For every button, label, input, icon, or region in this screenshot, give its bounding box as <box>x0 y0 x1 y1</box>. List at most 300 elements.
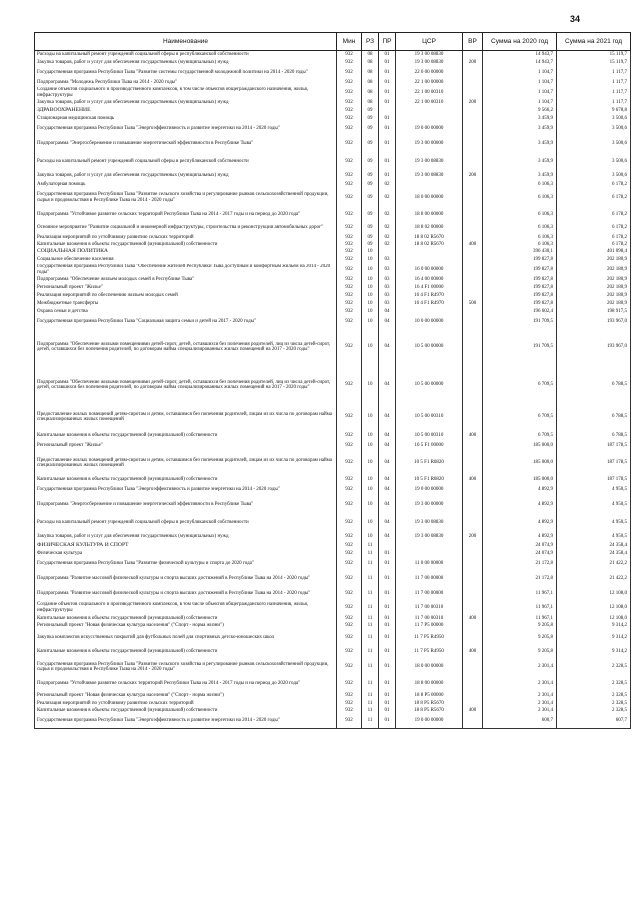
table-row <box>35 107 631 115</box>
row-sum-2020: 199 827,8 <box>483 284 557 292</box>
table-row <box>35 558 631 570</box>
row-name: Закупка товаров, работ и услуг для обеспечения государственных (муниципальных) нужд <box>35 171 337 181</box>
row-csr: 10 5 00 00310 <box>396 430 463 442</box>
row-name: Стационарная медицинская помощь <box>35 115 337 123</box>
row-vr <box>463 558 483 570</box>
row-vr <box>463 51 483 59</box>
row-name: Капитальные вложения в объекты государственной (муниципальной) собственности <box>35 707 337 714</box>
row-name: Региональный проект "Новая физическая культура населения" ("Спорт - норма жизни") <box>35 692 337 700</box>
row-name: ЗДРАВООХРАНЕНИЕ <box>35 107 337 115</box>
row-name: Подпрограмма "Энергосбережение и повышение энергетической эффективности в Республике Тыва" <box>35 135 337 153</box>
row-name: Подпрограмма "Обеспечение жилыми помещениями детей-сирот, детей, оставшихся без попечения родителей, лиц из числа детей-сирот, детей, оставшихся без попечения родителей, по договорам найма специализированных жилых помещений на 2017 - 2020 годы" <box>35 366 337 404</box>
row-rz: 10 <box>362 484 379 496</box>
row-pr: 01 <box>379 676 396 692</box>
row-csr: 10 5 00 00000 <box>396 328 463 366</box>
row-sum-2021: 12 108,0 <box>557 588 631 600</box>
row-sum-2020: 4 892,9 <box>483 496 557 514</box>
row-rz: 11 <box>362 646 379 658</box>
row-name: Создание объектов социального и производственного комплексов, в том числе объектов общегражданского назначения, жилья, инфраструктуры <box>35 87 337 99</box>
row-rz: 08 <box>362 59 379 67</box>
row-name: Государственная программа Республики Тыва "Энергоэффективность и развитие энергетики на 2014 - 2020 годы" <box>35 714 337 728</box>
row-sum-2020: 9 566,2 <box>483 107 557 115</box>
row-pr: 01 <box>379 79 396 87</box>
table-row <box>35 51 631 59</box>
table-row <box>35 67 631 79</box>
row-vr <box>463 292 483 300</box>
row-rz: 09 <box>362 207 379 222</box>
table-row <box>35 430 631 442</box>
row-vr <box>463 550 483 558</box>
row-pr: 01 <box>379 630 396 646</box>
table-row <box>35 153 631 171</box>
row-csr: 16 4 F1 00000 <box>396 284 463 292</box>
row-name: Закупка комплектов искусственных покрытий для футбольных полей для спортивных детско-юношеских школ <box>35 630 337 646</box>
row-sum-2020: 4 892,9 <box>483 514 557 532</box>
row-min: 932 <box>337 123 362 135</box>
budget-table <box>34 32 631 729</box>
row-name: Подпрограмма "Устойчивое развитие сельских территорий Республики Тыва на 2014 - 2017 годы и на период до 2020 года" <box>35 676 337 692</box>
row-rz: 09 <box>362 115 379 123</box>
row-min: 932 <box>337 222 362 234</box>
row-sum-2021: 3 500,6 <box>557 153 631 171</box>
row-min: 932 <box>337 615 362 622</box>
row-sum-2021: 6 178,2 <box>557 234 631 241</box>
row-rz: 10 <box>362 292 379 300</box>
row-sum-2020: 6 106,3 <box>483 189 557 207</box>
table-row <box>35 700 631 707</box>
row-csr <box>396 308 463 316</box>
row-sum-2020: 6 709,5 <box>483 366 557 404</box>
table-row <box>35 450 631 476</box>
row-csr: 11 7 00 00310 <box>396 615 463 622</box>
row-min: 932 <box>337 532 362 542</box>
row-rz: 11 <box>362 700 379 707</box>
row-pr <box>379 248 396 256</box>
row-csr: 19 3 00 00000 <box>396 135 463 153</box>
row-vr <box>463 256 483 264</box>
table-row <box>35 692 631 700</box>
row-csr: 19 3 00 08830 <box>396 51 463 59</box>
row-sum-2021: 202 180,9 <box>557 276 631 284</box>
row-sum-2020: 11 967,1 <box>483 588 557 600</box>
row-min: 932 <box>337 79 362 87</box>
table-row <box>35 676 631 692</box>
row-sum-2020: 2 301,4 <box>483 676 557 692</box>
table-row <box>35 316 631 328</box>
table-row <box>35 264 631 276</box>
row-sum-2021: 3 500,6 <box>557 123 631 135</box>
table-row <box>35 284 631 292</box>
table-row <box>35 292 631 300</box>
row-rz: 10 <box>362 532 379 542</box>
table-row <box>35 241 631 248</box>
table-row <box>35 207 631 222</box>
row-name: Государственная программа Республики Тыва "Обеспечение жителей Республики Тыва доступным и комфортным жильем на 2014 - 2020 годы" <box>35 264 337 276</box>
row-pr: 04 <box>379 476 396 484</box>
row-sum-2020: 3 459,9 <box>483 115 557 123</box>
table-row <box>35 366 631 404</box>
header-csr: ЦСР <box>396 33 463 51</box>
page-number: 34 <box>570 14 581 24</box>
row-min: 932 <box>337 276 362 284</box>
row-rz: 10 <box>362 404 379 430</box>
row-name: Государственная программа Республики Тыва "Социальная защита семьи и детей на 2017 - 2020 годы" <box>35 316 337 328</box>
row-min: 932 <box>337 550 362 558</box>
row-csr: 10 5 00 00310 <box>396 404 463 430</box>
row-sum-2020: 6 106,3 <box>483 234 557 241</box>
row-csr: 19 3 00 08830 <box>396 171 463 181</box>
row-rz: 10 <box>362 276 379 284</box>
row-min: 932 <box>337 692 362 700</box>
row-vr <box>463 135 483 153</box>
row-min: 932 <box>337 87 362 99</box>
row-csr: 19 3 00 08830 <box>396 59 463 67</box>
row-rz: 08 <box>362 51 379 59</box>
row-vr: 400 <box>463 241 483 248</box>
row-sum-2020: 6 106,3 <box>483 207 557 222</box>
row-pr: 03 <box>379 276 396 284</box>
row-vr: 400 <box>463 615 483 622</box>
row-name: Государственная программа Республики Тыва "Развитие сельского хозяйства и регулирование рынков сельскохозяйственной продукции, сырья и продовольствия в Республике Тыва на 2014 - 2020 годы" <box>35 658 337 676</box>
row-min: 932 <box>337 558 362 570</box>
row-name: Предоставление жилых помещений детям-сиротам и детям, оставшимся без попечения родителей, лицам из их числа по договорам найма специализированных жилых помещений <box>35 404 337 430</box>
row-sum-2020: 11 967,1 <box>483 600 557 615</box>
row-pr: 03 <box>379 256 396 264</box>
row-rz: 11 <box>362 658 379 676</box>
row-vr: 400 <box>463 646 483 658</box>
row-sum-2020: 1 104,7 <box>483 79 557 87</box>
row-csr <box>396 542 463 550</box>
row-sum-2020: 191 709,5 <box>483 328 557 366</box>
row-vr <box>463 67 483 79</box>
row-sum-2021: 198 917,5 <box>557 308 631 316</box>
row-sum-2020: 14 943,7 <box>483 51 557 59</box>
row-name: Расходы на капитальный ремонт учреждений социальной сферы в республиканской собственности <box>35 51 337 59</box>
row-rz: 10 <box>362 316 379 328</box>
row-csr: 11 7 P5 R4950 <box>396 646 463 658</box>
row-vr <box>463 404 483 430</box>
row-pr: 04 <box>379 308 396 316</box>
row-rz: 11 <box>362 676 379 692</box>
row-name: Подпрограмма "Развитие массовой физической культуры и спорта высших достижений в Республике Тыва на 2014 - 2020 годы" <box>35 570 337 588</box>
row-min: 932 <box>337 316 362 328</box>
row-rz: 10 <box>362 328 379 366</box>
row-name: Государственная программа Республики Тыва "Развитие системы государственной молодежной политики на 2014 - 2020 годы" <box>35 67 337 79</box>
row-vr <box>463 496 483 514</box>
row-name: Закупка товаров, работ и услуг для обеспечения государственных (муниципальных) нужд <box>35 99 337 107</box>
row-sum-2021: 6 788,5 <box>557 430 631 442</box>
row-rz: 08 <box>362 87 379 99</box>
row-name: Региональный проект "Новая физическая культура населения" ("Спорт - норма жизни") <box>35 622 337 630</box>
row-pr: 01 <box>379 123 396 135</box>
row-name: Региональный проект "Жилье" <box>35 442 337 450</box>
row-min: 932 <box>337 181 362 189</box>
row-csr: 11 7 00 00000 <box>396 588 463 600</box>
row-name: Региональный проект "Жилье" <box>35 284 337 292</box>
row-csr: 11 7 00 00310 <box>396 600 463 615</box>
row-name: Расходы на капитальный ремонт учреждений социальной сферы в республиканской собственности <box>35 153 337 171</box>
row-sum-2021: 6 788,5 <box>557 404 631 430</box>
row-min: 932 <box>337 115 362 123</box>
row-sum-2020: 2 301,4 <box>483 692 557 700</box>
row-sum-2021: 6 178,2 <box>557 189 631 207</box>
row-rz: 10 <box>362 430 379 442</box>
table-row <box>35 622 631 630</box>
row-pr: 03 <box>379 264 396 276</box>
row-sum-2021: 1 117,7 <box>557 79 631 87</box>
table-row <box>35 646 631 658</box>
row-vr: 500 <box>463 300 483 308</box>
row-name: Предоставление жилых помещений детям-сиротам и детям, оставшимся без попечения родителей, лицам из их числа по договорам найма специализированных жилых помещений <box>35 450 337 476</box>
row-rz: 11 <box>362 558 379 570</box>
row-vr <box>463 276 483 284</box>
row-pr: 02 <box>379 181 396 189</box>
row-min: 932 <box>337 404 362 430</box>
row-min: 932 <box>337 67 362 79</box>
table-row <box>35 248 631 256</box>
row-min: 932 <box>337 658 362 676</box>
row-name: Капитальные вложения в объекты государственной (муниципальной) собственности <box>35 646 337 658</box>
table-row <box>35 59 631 67</box>
table-row <box>35 300 631 308</box>
row-name: Подпрограмма "Энергосбережение и повышение энергетической эффективности в Республике Тыва" <box>35 496 337 514</box>
header-sum-2020: Сумма на 2020 год <box>483 33 557 51</box>
row-csr <box>396 248 463 256</box>
row-sum-2021: 24 358,4 <box>557 542 631 550</box>
row-sum-2021: 1 117,7 <box>557 67 631 79</box>
table-row <box>35 256 631 264</box>
table-row <box>35 600 631 615</box>
row-name: Охрана семьи и детства <box>35 308 337 316</box>
row-rz: 11 <box>362 707 379 714</box>
row-vr <box>463 622 483 630</box>
row-rz: 11 <box>362 542 379 550</box>
row-name: Социальное обеспечение населения <box>35 256 337 264</box>
header-rz: РЗ <box>362 33 379 51</box>
row-rz: 11 <box>362 550 379 558</box>
row-pr: 04 <box>379 430 396 442</box>
row-csr <box>396 550 463 558</box>
row-csr: 11 7 P5 00000 <box>396 622 463 630</box>
row-rz: 09 <box>362 241 379 248</box>
row-sum-2021: 21 422,2 <box>557 558 631 570</box>
row-rz: 11 <box>362 570 379 588</box>
row-min: 932 <box>337 308 362 316</box>
row-sum-2021: 9 314,2 <box>557 630 631 646</box>
row-name: ФИЗИЧЕСКАЯ КУЛЬТУРА И СПОРТ <box>35 542 337 550</box>
row-sum-2021: 1 117,7 <box>557 87 631 99</box>
row-min: 932 <box>337 135 362 153</box>
row-vr: 200 <box>463 532 483 542</box>
row-csr: 18 8 02 R5670 <box>396 241 463 248</box>
row-sum-2020: 1 104,7 <box>483 67 557 79</box>
row-pr: 01 <box>379 570 396 588</box>
row-sum-2020: 9 205,8 <box>483 622 557 630</box>
row-rz: 10 <box>362 442 379 450</box>
header-sum-2021: Сумма на 2021 год <box>557 33 631 51</box>
row-sum-2021: 193 967,0 <box>557 328 631 366</box>
row-pr: 01 <box>379 588 396 600</box>
row-sum-2020: 196 602,4 <box>483 308 557 316</box>
row-name: Подпрограмма "Развитие массовой физической культуры и спорта высших достижений в Республике Тыва на 2014 - 2020 годы" <box>35 588 337 600</box>
row-rz: 09 <box>362 222 379 234</box>
row-min: 932 <box>337 59 362 67</box>
row-vr <box>463 700 483 707</box>
row-pr: 04 <box>379 514 396 532</box>
row-csr <box>396 115 463 123</box>
row-min: 932 <box>337 51 362 59</box>
row-sum-2021: 6 178,2 <box>557 181 631 189</box>
row-pr: 01 <box>379 171 396 181</box>
row-vr <box>463 284 483 292</box>
row-vr <box>463 676 483 692</box>
row-pr: 01 <box>379 707 396 714</box>
row-sum-2021: 6 788,5 <box>557 366 631 404</box>
row-csr: 11 7 P5 R4950 <box>396 630 463 646</box>
row-sum-2021: 4 950,5 <box>557 532 631 542</box>
row-csr: 19 3 00 08830 <box>396 532 463 542</box>
row-rz: 10 <box>362 450 379 476</box>
row-sum-2021: 187 178,5 <box>557 476 631 484</box>
row-name: Капитальные вложения в объекты государственной (муниципальной) собственности <box>35 476 337 484</box>
row-min: 932 <box>337 707 362 714</box>
row-vr <box>463 450 483 476</box>
row-pr: 01 <box>379 550 396 558</box>
row-csr: 18 8 02 00000 <box>396 222 463 234</box>
row-sum-2020: 4 892,9 <box>483 532 557 542</box>
row-pr <box>379 107 396 115</box>
row-vr <box>463 264 483 276</box>
row-pr: 01 <box>379 115 396 123</box>
row-sum-2021: 3 500,6 <box>557 115 631 123</box>
row-rz: 11 <box>362 692 379 700</box>
row-csr: 16 4 F1 R4970 <box>396 300 463 308</box>
row-rz: 08 <box>362 79 379 87</box>
row-min: 932 <box>337 300 362 308</box>
row-sum-2021: 12 108,0 <box>557 615 631 622</box>
row-min: 932 <box>337 284 362 292</box>
row-sum-2021: 15 119,7 <box>557 51 631 59</box>
row-csr: 16 4 F1 R4970 <box>396 292 463 300</box>
row-name: Реализация мероприятий по устойчивому развитию сельских территорий <box>35 700 337 707</box>
table-row <box>35 123 631 135</box>
row-pr: 02 <box>379 241 396 248</box>
row-pr: 04 <box>379 366 396 404</box>
row-rz: 10 <box>362 264 379 276</box>
table-row <box>35 707 631 714</box>
row-name: Реализация мероприятий по обеспечению жильем молодых семей <box>35 292 337 300</box>
row-sum-2021: 21 422,2 <box>557 570 631 588</box>
row-min: 932 <box>337 600 362 615</box>
row-csr: 18 8 P5 R5670 <box>396 707 463 714</box>
row-pr: 04 <box>379 316 396 328</box>
row-name: Амбулаторная помощь <box>35 181 337 189</box>
row-vr <box>463 714 483 728</box>
row-vr: 400 <box>463 476 483 484</box>
row-min: 932 <box>337 700 362 707</box>
row-name: Государственная программа Республики Тыва "Энергоэффективность и развитие энергетики на 2014 - 2020 годы" <box>35 484 337 496</box>
row-name: Физическая культура <box>35 550 337 558</box>
row-rz: 10 <box>362 256 379 264</box>
row-pr: 02 <box>379 207 396 222</box>
row-min: 932 <box>337 430 362 442</box>
row-pr: 04 <box>379 450 396 476</box>
row-vr <box>463 189 483 207</box>
row-sum-2020: 185 000,0 <box>483 450 557 476</box>
row-vr <box>463 222 483 234</box>
row-pr: 01 <box>379 87 396 99</box>
row-sum-2021: 12 108,0 <box>557 600 631 615</box>
row-min: 932 <box>337 107 362 115</box>
row-vr <box>463 658 483 676</box>
row-pr: 03 <box>379 300 396 308</box>
row-rz: 09 <box>362 153 379 171</box>
header-vr: ВР <box>463 33 483 51</box>
row-min: 932 <box>337 450 362 476</box>
table-row <box>35 542 631 550</box>
row-sum-2020: 21 172,8 <box>483 570 557 588</box>
table-row <box>35 714 631 728</box>
table-row <box>35 550 631 558</box>
row-vr: 400 <box>463 707 483 714</box>
row-name: Капитальные вложения в объекты государственной (муниципальной) собственности <box>35 430 337 442</box>
table-row <box>35 171 631 181</box>
row-sum-2020: 3 459,9 <box>483 153 557 171</box>
row-vr <box>463 316 483 328</box>
table-row <box>35 234 631 241</box>
table-row <box>35 308 631 316</box>
row-csr <box>396 181 463 189</box>
row-vr <box>463 542 483 550</box>
table-row <box>35 189 631 207</box>
row-pr: 04 <box>379 328 396 366</box>
row-sum-2021: 401 098,4 <box>557 248 631 256</box>
row-rz: 11 <box>362 600 379 615</box>
row-min: 932 <box>337 570 362 588</box>
row-vr: 200 <box>463 171 483 181</box>
row-pr <box>379 542 396 550</box>
row-sum-2021: 2 328,5 <box>557 658 631 676</box>
row-csr: 10 5 F1 R0820 <box>396 450 463 476</box>
row-pr: 02 <box>379 189 396 207</box>
row-sum-2020: 3 459,9 <box>483 171 557 181</box>
row-min: 932 <box>337 714 362 728</box>
row-sum-2020: 2 301,4 <box>483 658 557 676</box>
row-rz: 11 <box>362 622 379 630</box>
row-sum-2020: 9 205,8 <box>483 646 557 658</box>
row-vr <box>463 588 483 600</box>
row-vr <box>463 366 483 404</box>
row-sum-2021: 607,7 <box>557 714 631 728</box>
row-min: 932 <box>337 171 362 181</box>
row-sum-2020: 185 000,0 <box>483 476 557 484</box>
row-min: 932 <box>337 99 362 107</box>
row-csr: 19 3 00 08830 <box>396 514 463 532</box>
row-csr: 11 0 00 00000 <box>396 558 463 570</box>
row-csr: 22 1 00 00310 <box>396 87 463 99</box>
row-min: 932 <box>337 442 362 450</box>
table-row <box>35 588 631 600</box>
row-sum-2020: 199 827,8 <box>483 300 557 308</box>
row-name: Создание объектов социального и производственного комплексов, в том числе объектов общегражданского назначения, жилья, инфраструктуры <box>35 600 337 615</box>
row-min: 932 <box>337 476 362 484</box>
row-rz: 09 <box>362 135 379 153</box>
table-row <box>35 442 631 450</box>
row-sum-2021: 9 314,2 <box>557 622 631 630</box>
row-sum-2021: 15 119,7 <box>557 59 631 67</box>
row-name: Подпрограмма "Устойчивое развитие сельских территорий Республики Тыва на 2014 - 2017 годы и на период до 2020 года" <box>35 207 337 222</box>
row-pr: 01 <box>379 700 396 707</box>
